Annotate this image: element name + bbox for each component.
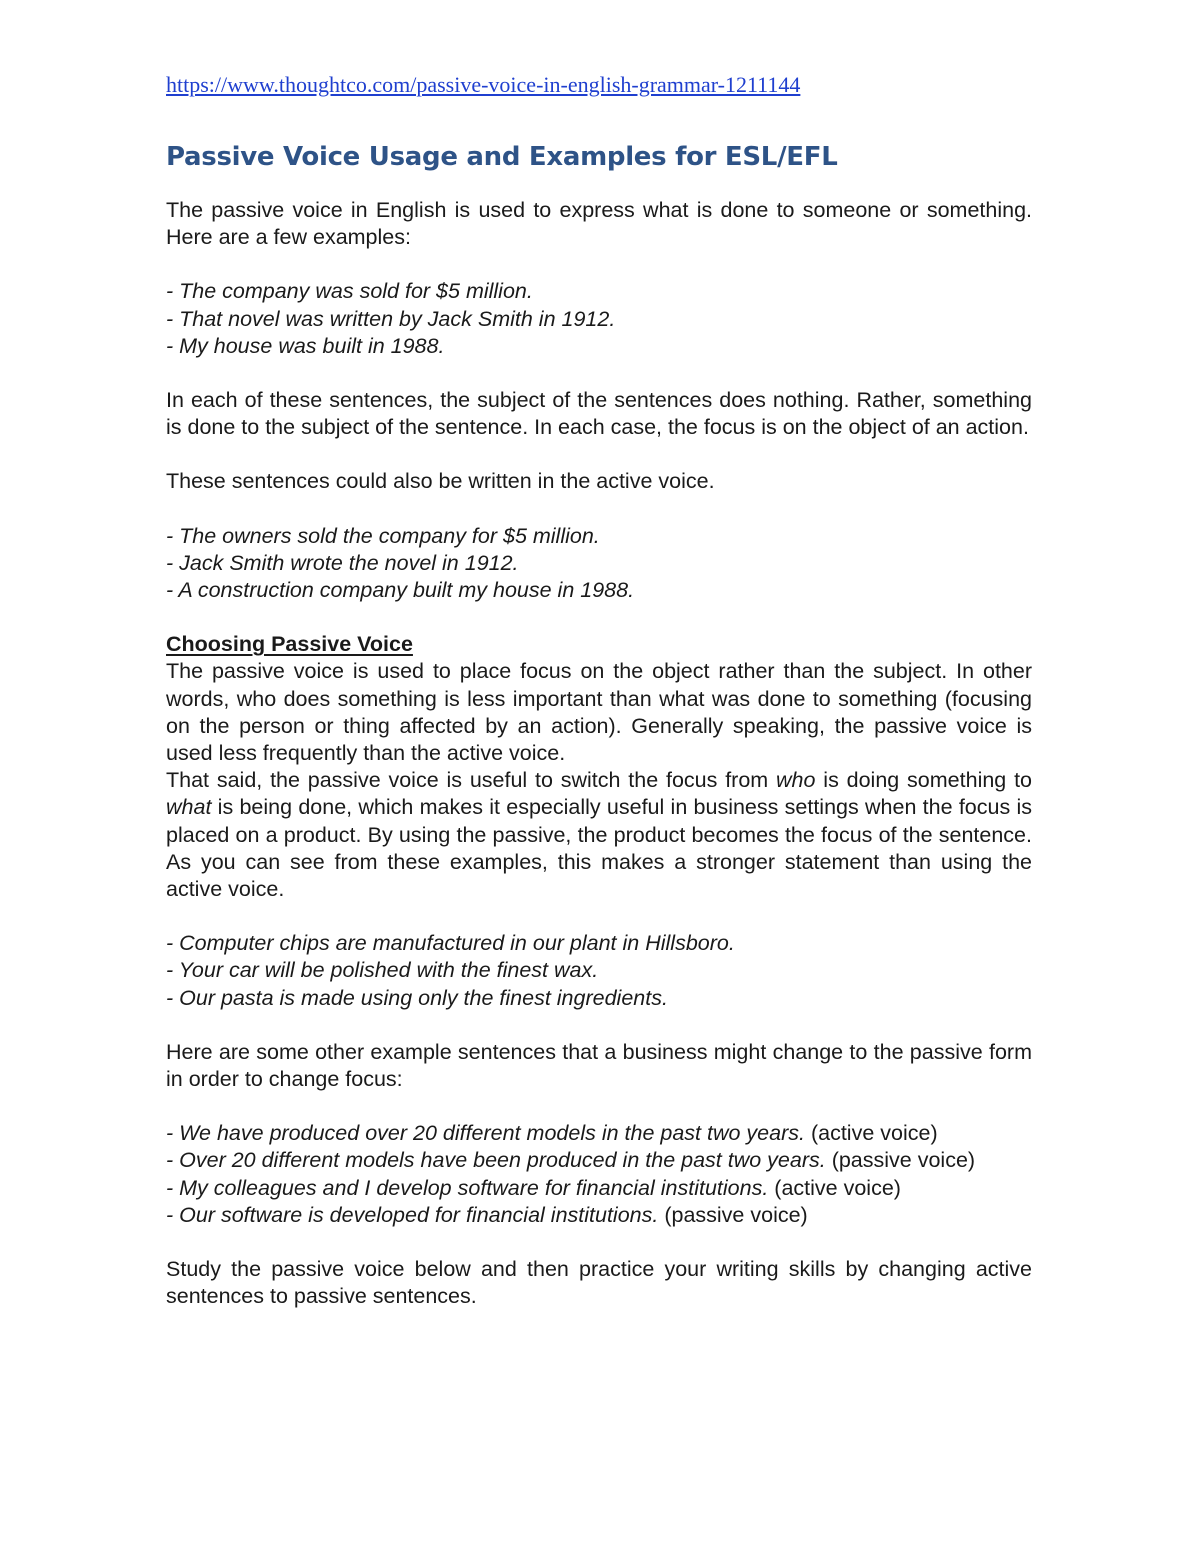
comparison-examples-list (166, 1120, 1032, 1229)
list-item: - A construction company built my house in 1988. (166, 578, 635, 603)
list-item: - That novel was written by Jack Smith in 1912. (166, 306, 616, 331)
section-paragraph-1: The passive voice is used to place focus on the object rather than the subject. In other words, who does something is less important than what was done to something (focusing on the person or thing affected by an action). Generally speaking, the passive voice is used less frequently than the active voice. (166, 659, 1032, 766)
active-intro-paragraph: These sentences could also be written in the active voice. (166, 469, 715, 494)
document-page (166, 70, 1032, 1311)
list-item: - We have produced over 20 different models in the past two years. (active voice) (166, 1121, 938, 1146)
section-paragraph-2: That said, the passive voice is useful to switch the focus from who is doing something to what is being done, which makes it especially useful in business settings when the focus is placed on a product. By using the passive, the product becomes the focus of the sentence. As you can see from these examples, this makes a stronger statement than using the active voice. (166, 768, 1033, 902)
list-item: - The company was sold for $5 million. (166, 279, 533, 304)
other-intro-paragraph: Here are some other example sentences that a business might change to the passive form in order to change focus: (166, 1039, 1032, 1092)
list-item: - My house was built in 1988. (166, 333, 445, 358)
list-item: - Over 20 different models have been produced in the past two years. (passive voice) (166, 1148, 976, 1173)
explanation-paragraph: In each of these sentences, the subject of the sentences does nothing. Rather, something is done to the subject of the sentence. In each case, the focus is on the object of an action. (166, 388, 1032, 440)
list-item: - Computer chips are manufactured in our plant in Hillsboro. (166, 931, 735, 956)
list-item: - Our software is developed for financial institutions. (passive voice) (166, 1202, 808, 1227)
page-title: Passive Voice Usage and Examples for ESL/EFL (166, 142, 838, 172)
intro-paragraph: The passive voice in English is used to express what is done to someone or something. Here are a few examples: (166, 198, 1032, 250)
active-examples-list (166, 523, 1032, 605)
list-item: - Our pasta is made using only the finest ingredients. (166, 985, 668, 1010)
closing-paragraph: Study the passive voice below and then practice your writing skills by changing active sentences to passive sentences. (166, 1257, 1032, 1309)
passive-examples-list (166, 278, 1032, 360)
list-item: - Jack Smith wrote the novel in 1912. (166, 550, 519, 575)
list-item: - My colleagues and I develop software for financial institutions. (active voice) (166, 1175, 901, 1200)
section-heading: Choosing Passive Voice (166, 632, 413, 657)
business-examples-list (166, 930, 1032, 1012)
list-item: - Your car will be polished with the finest wax. (166, 958, 599, 983)
list-item: - The owners sold the company for $5 million. (166, 523, 600, 548)
source-link[interactable]: https://www.thoughtco.com/passive-voice-in-english-grammar-1211144 (166, 72, 801, 97)
